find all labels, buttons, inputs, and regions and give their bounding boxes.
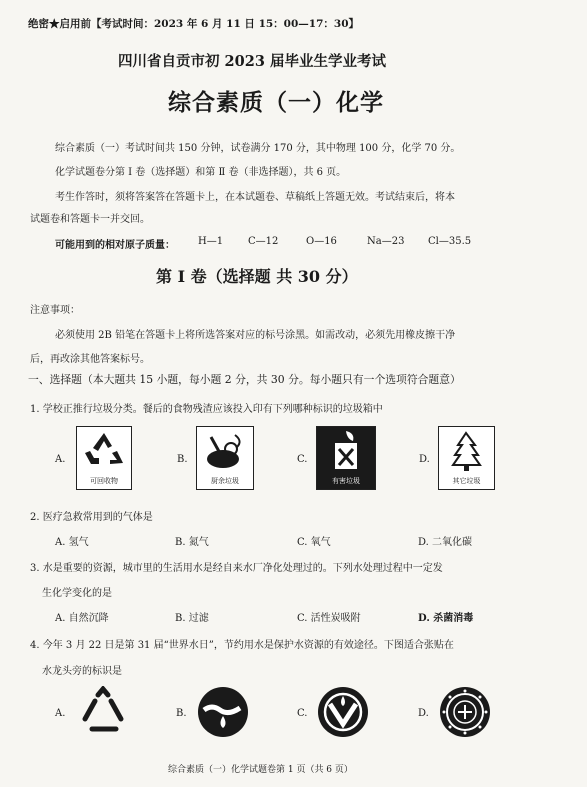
exam-title: 四川省自贡市初 2023 届毕业生学业考试 [118, 53, 386, 70]
q3-stem-line-1: 3. 水是重要的资源，城市里的生活用水是经自来水厂净化处理过的。下列水处理过程中一定发 [30, 563, 443, 574]
atomic-mass-item: Cl—35.5 [428, 236, 472, 247]
q2-stem: 2. 医疗急救常用到的气体是 [30, 512, 153, 523]
q1-option-caption: 有害垃圾 [332, 477, 360, 485]
q1-option-letter: C. [297, 454, 308, 465]
atomic-mass-item: Na—23 [367, 236, 405, 247]
recycle-triangle-icon [78, 686, 128, 736]
q1-option-caption: 其它垃圾 [452, 477, 481, 485]
atomic-mass-item: C—12 [248, 236, 279, 247]
water-saving-icon [316, 686, 370, 738]
subject-title: 综合素质（一）化学 [168, 89, 384, 116]
intro-line-3: 考生作答时，须将答案答在答题卡上，在本试题卷、草稿纸上答题无效。考试结束后，将本 [55, 192, 455, 203]
q1-option-letter: D. [419, 454, 430, 465]
q4-option-letter: C. [297, 708, 308, 719]
notes-line-1: 必须使用 2B 铅笔在答题卡上将所选答案对应的标号涂黑。如需改动，必须先用橡皮擦干净 [55, 330, 456, 341]
q4-option-letter: D. [418, 708, 429, 719]
q2-option: B. 氮气 [175, 537, 209, 548]
kitchen-waste-icon [196, 426, 254, 490]
atomic-mass-item: O—16 [306, 236, 337, 247]
water-drop-icon [196, 686, 250, 738]
q1-stem: 1. 学校正推行垃圾分类。餐后的食物残渣应该投入印有下列哪种标识的垃圾箱中 [30, 404, 383, 415]
q1-option-caption: 可回收物 [90, 477, 118, 485]
section-title: 第 Ⅰ 卷（选择题 共 30 分） [156, 267, 358, 286]
q3-option: C. 活性炭吸附 [297, 613, 361, 624]
part-heading: 一、选择题（本大题共 15 小题，每小题 2 分，共 30 分。每小题只有一个选项符合题意） [28, 373, 461, 386]
q3-option: D. 杀菌消毒 [418, 613, 474, 624]
q3-stem-line-2: 生化学变化的是 [42, 588, 112, 599]
intro-line-1: 综合素质（一）考试时间共 150 分钟，试卷满分 170 分，其中物理 100 分，化学 70 分。 [55, 143, 461, 154]
q4-stem-line-1: 4. 今年 3 月 22 日是第 31 届“世界水日”，节约用水是保护水资源的有效途径。下图适合张贴在 [30, 640, 454, 651]
notes-heading: 注意事项： [30, 305, 80, 316]
seal-icon [438, 686, 492, 738]
recycle-icon [76, 426, 132, 490]
atomic-masses-label: 可能用到的相对原子质量： [55, 240, 175, 251]
intro-line-4: 试题卷和答题卡一并交回。 [30, 214, 150, 225]
notes-line-2: 后，再改涂其他答案标号。 [30, 354, 150, 365]
q3-option: B. 过滤 [175, 613, 209, 624]
q1-option-letter: B. [177, 454, 188, 465]
q4-option-letter: B. [176, 708, 187, 719]
page-footer: 综合素质（一）化学试题卷第 1 页（共 6 页） [168, 765, 353, 775]
q4-option-letter: A. [55, 708, 66, 719]
hazardous-waste-icon [316, 426, 376, 490]
other-waste-icon [438, 426, 495, 490]
header-note: 绝密★启用前【考试时间：2023 年 6 月 11 日 15：00—17：30】 [28, 18, 360, 30]
q3-option: A. 自然沉降 [55, 613, 109, 624]
q1-option-letter: A. [55, 454, 66, 465]
intro-line-2: 化学试题卷分第 Ⅰ 卷（选择题）和第 Ⅱ 卷（非选择题），共 6 页。 [55, 167, 347, 178]
q4-stem-line-2: 水龙头旁的标识是 [42, 666, 122, 677]
q2-option: A. 氢气 [55, 537, 89, 548]
atomic-mass-item: H—1 [198, 236, 224, 247]
q1-option-caption: 厨余垃圾 [211, 477, 239, 485]
q2-option: D. 二氧化碳 [418, 537, 473, 548]
q2-option: C. 氧气 [297, 537, 331, 548]
